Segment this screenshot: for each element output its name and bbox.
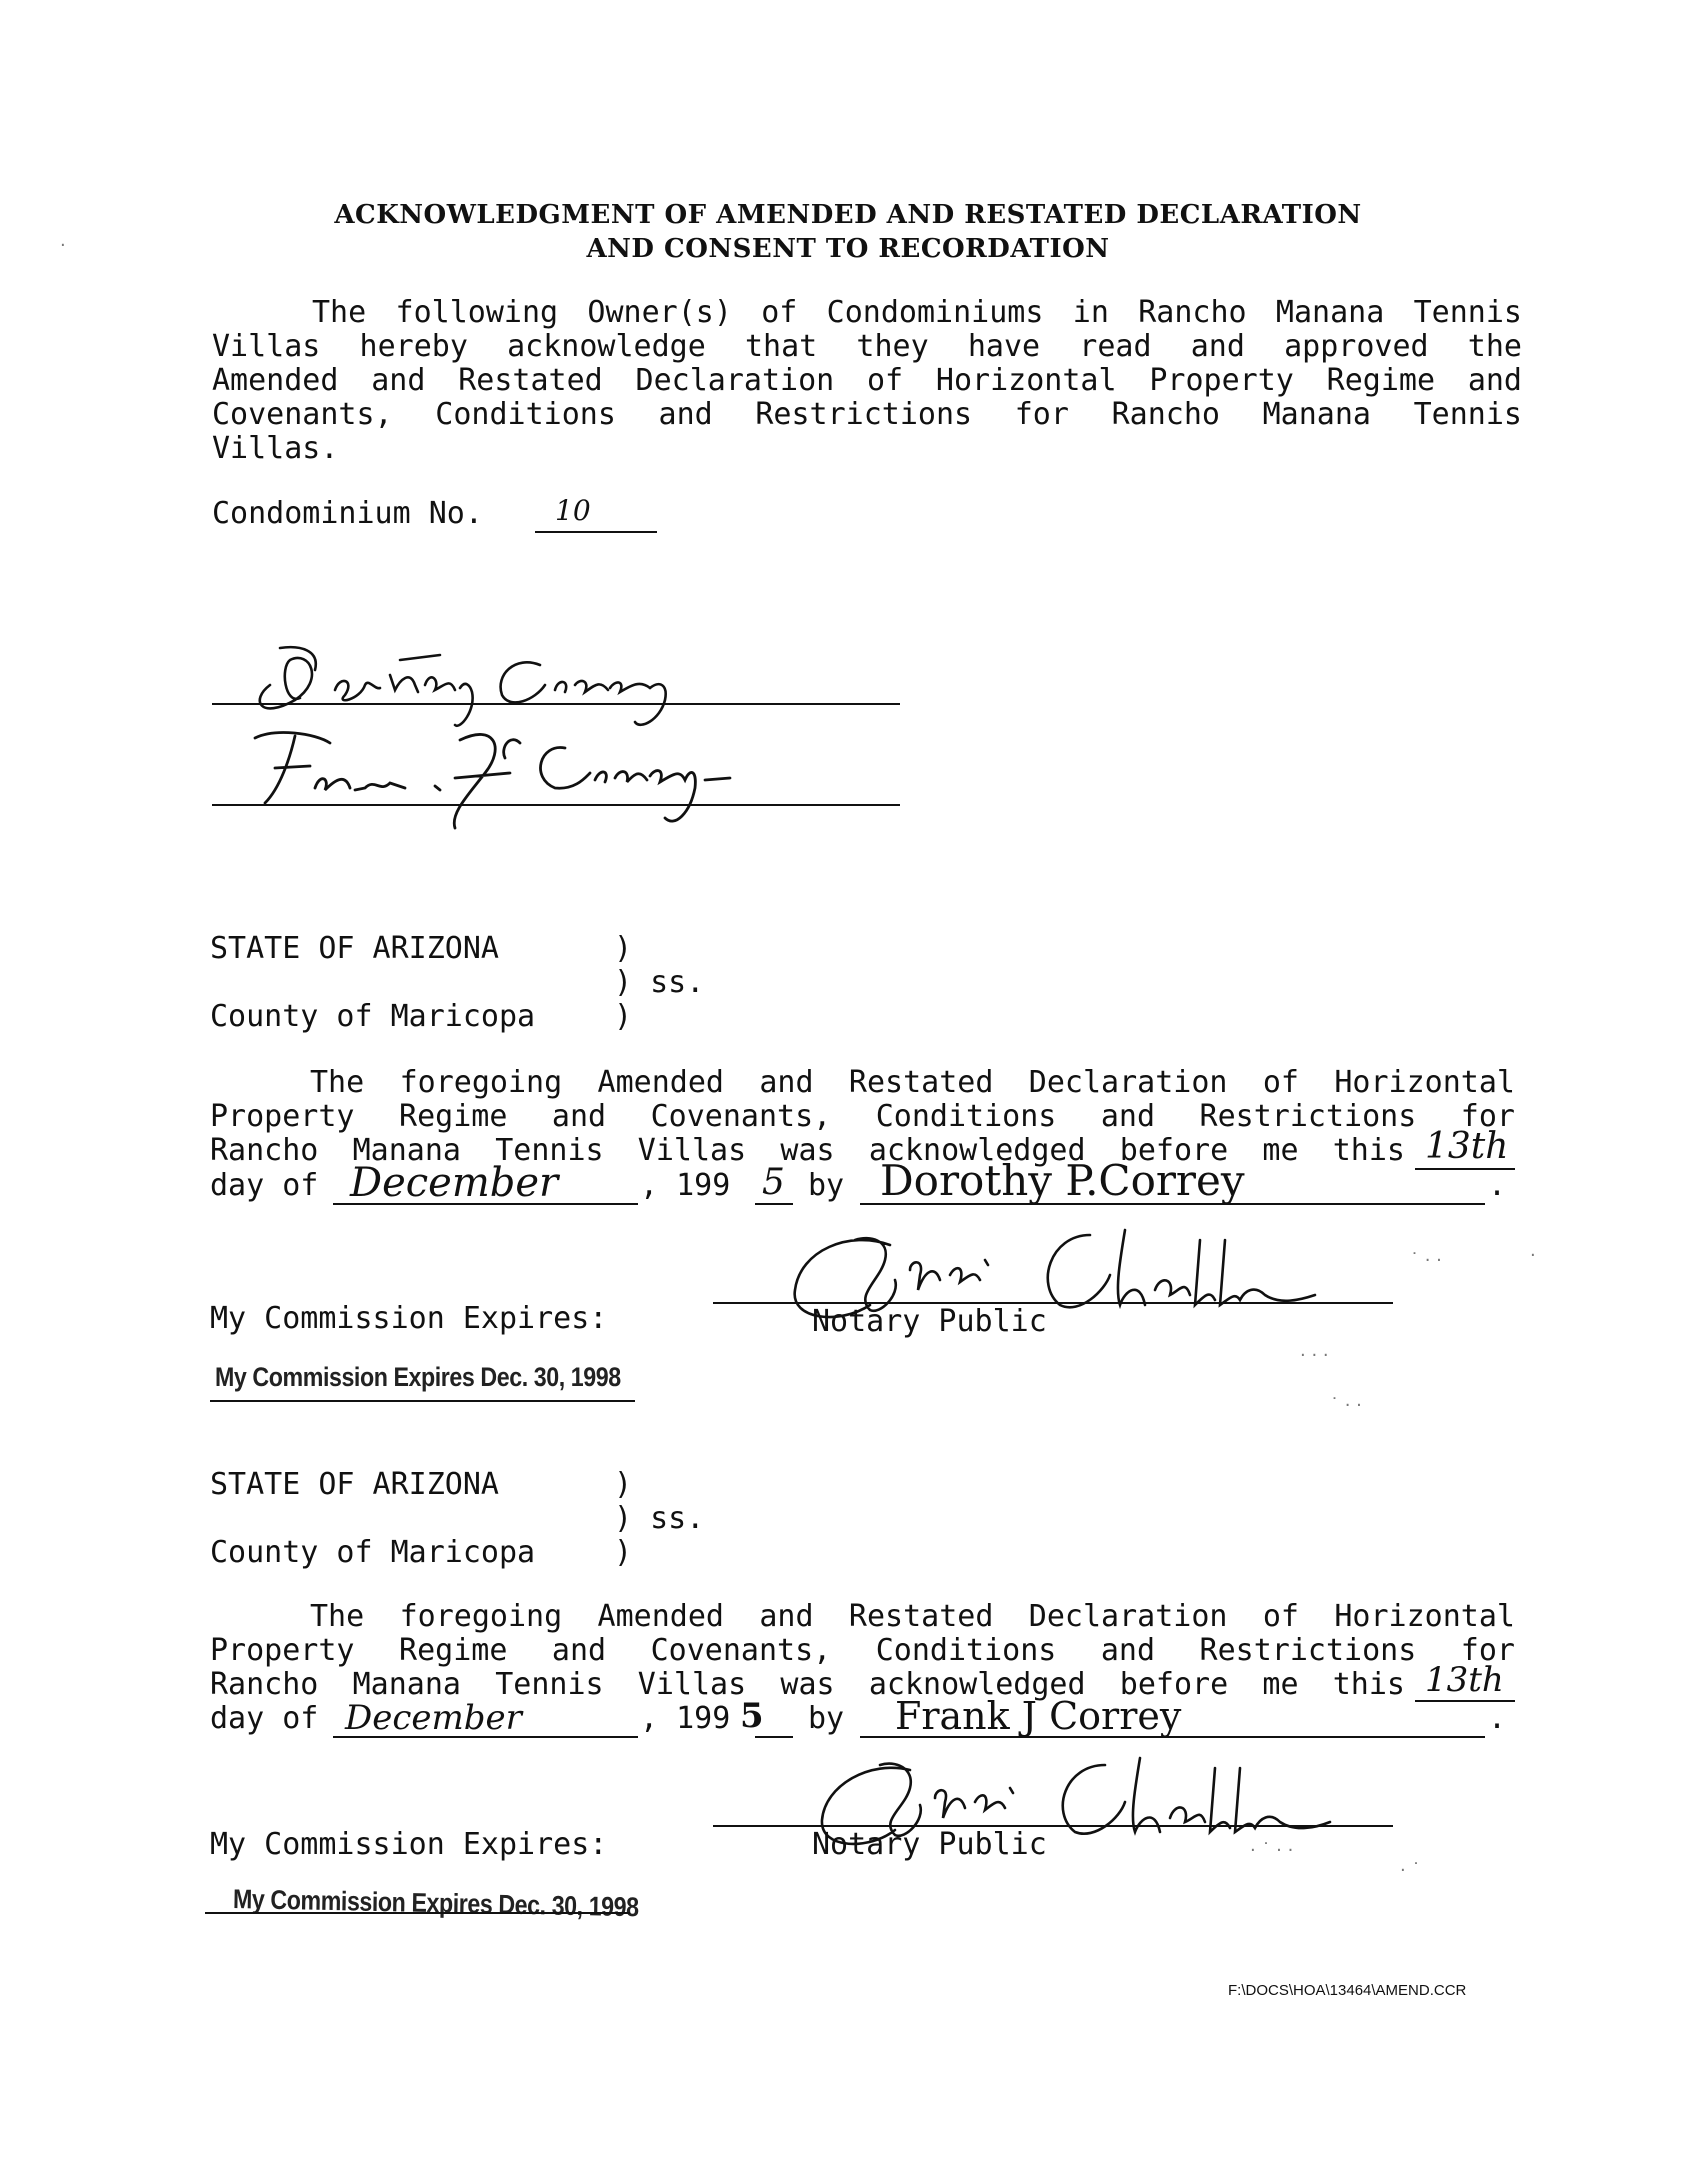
year-line-1 <box>755 1203 793 1205</box>
condo-number: 10 <box>555 494 591 527</box>
intro-line: Covenants, Conditions and Restrictions for Rancho Manana Tennis <box>212 397 1522 432</box>
condo-label: Condominium No. <box>212 496 483 531</box>
notary-label-2: Notary Public <box>812 1827 1047 1862</box>
scan-speck: ˙ · · <box>1410 1250 1442 1271</box>
state-label-2: STATE OF ARIZONA <box>210 1467 499 1502</box>
ack-line: Rancho Manana Tennis Villas was acknowledged before me this <box>210 1667 1405 1702</box>
by-label-1: by <box>808 1168 845 1203</box>
commission-label-1: My Commission Expires: <box>210 1301 608 1336</box>
day-value-2: 13th <box>1425 1660 1504 1700</box>
ack-line: Property Regime and Covenants, Conditions and Restrictions for <box>210 1099 1515 1134</box>
ack-paragraph-2 <box>210 1600 1515 1702</box>
day-of-label-2: day of <box>210 1701 319 1736</box>
paren-2c: ) <box>614 1535 633 1570</box>
name-value-2: Frank J Correy <box>895 1694 1182 1738</box>
ss-label-2: ) ss. <box>614 1501 705 1536</box>
document-title-line-1: ACKNOWLEDGMENT OF AMENDED AND RESTATED DECLARATION <box>334 200 1362 230</box>
year-prefix-2: , 199 <box>640 1701 731 1736</box>
paren-1c: ) <box>614 999 633 1034</box>
intro-line: Villas hereby acknowledge that they have read and approved the <box>212 329 1522 364</box>
scan-speck: · · · <box>1300 1345 1329 1366</box>
period-2: . <box>1488 1701 1507 1736</box>
intro-line: The following Owner(s) of Condominiums in Rancho Manana Tennis <box>312 295 1522 330</box>
month-value-2: December <box>345 1698 522 1738</box>
period-1: . <box>1488 1168 1507 1203</box>
footer-file-path: F:\DOCS\HOA\13464\AMEND.CCR <box>1228 1982 1467 1999</box>
commission-line-1 <box>210 1400 635 1402</box>
paren-1a: ) <box>614 931 633 966</box>
notary-label-1: Notary Public <box>812 1304 1047 1339</box>
state-label-1: STATE OF ARIZONA <box>210 931 499 966</box>
year-digit-1: 5 <box>762 1162 785 1203</box>
scan-speck: · <box>60 235 66 256</box>
day-of-label-1: day of <box>210 1168 319 1203</box>
county-label-1: County of Maricopa <box>210 999 536 1034</box>
intro-line: Villas. <box>212 431 339 466</box>
document-title-line-2: AND CONSENT TO RECORDATION <box>586 234 1110 264</box>
commission-line-2 <box>205 1912 630 1914</box>
day-value-1: 13th <box>1425 1126 1509 1167</box>
paren-2a: ) <box>614 1467 633 1502</box>
commission-stamp-2: My Commission Expires Dec. 30, 1998 <box>232 1884 639 1923</box>
intro-line: Amended and Restated Declaration of Horizontal Property Regime and <box>212 363 1522 398</box>
ack-line: Property Regime and Covenants, Conditions and Restrictions for <box>210 1633 1515 1668</box>
ack-line: The foregoing Amended and Restated Declaration of Horizontal <box>310 1599 1515 1634</box>
ack-line: The foregoing Amended and Restated Declaration of Horizontal <box>310 1065 1515 1100</box>
handwritten-signature-frank <box>235 718 755 838</box>
year-line-2 <box>755 1736 793 1738</box>
owner-signature-2 <box>235 718 755 842</box>
scan-speck: · ˙ <box>1400 1860 1421 1881</box>
year-digit-2: 5 <box>740 1696 764 1736</box>
year-prefix-1: , 199 <box>640 1168 731 1203</box>
county-label-2: County of Maricopa <box>210 1535 536 1570</box>
month-value-1: December <box>350 1160 559 1206</box>
ack-line: Rancho Manana Tennis Villas was acknowledged before me this <box>210 1133 1405 1168</box>
ack-paragraph-1 <box>210 1066 1515 1168</box>
scan-speck: ˙ · · <box>1330 1395 1362 1416</box>
condo-number-line <box>535 531 657 533</box>
by-label-2: by <box>808 1701 845 1736</box>
commission-label-2: My Commission Expires: <box>210 1827 608 1862</box>
scan-speck: · ˙ · · <box>1250 1840 1294 1861</box>
intro-paragraph <box>212 296 1522 466</box>
scan-speck: · <box>1530 1245 1536 1266</box>
ss-label-1: ) ss. <box>614 965 705 1000</box>
commission-stamp-1: My Commission Expires Dec. 30, 1998 <box>215 1362 621 1392</box>
name-value-1: Dorothy P.Correy <box>880 1156 1245 1205</box>
